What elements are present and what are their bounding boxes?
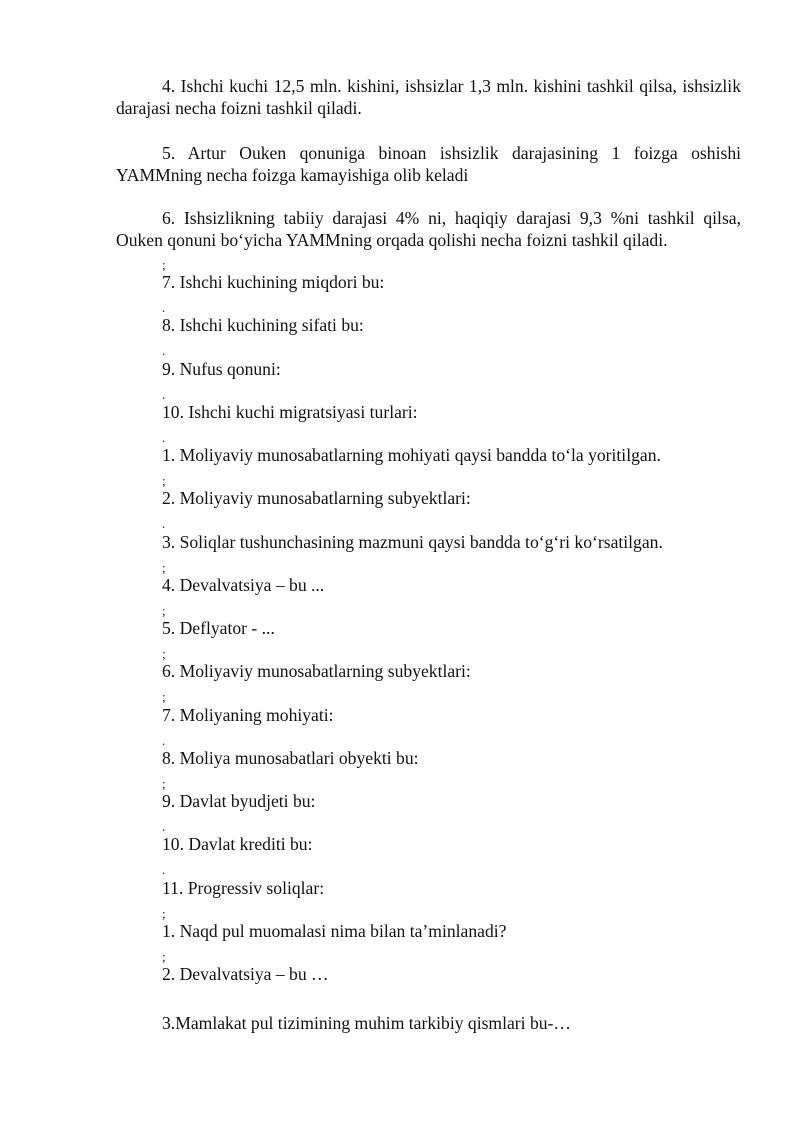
item-mark: . [162, 430, 166, 445]
list-item: 9. Davlat byudjeti bu: [162, 791, 316, 811]
list-item: 1. Naqd pul muomalasi nima bilan ta’minlanadi? [162, 921, 507, 941]
list-item: 1. Moliyaviy munosabatlarning mohiyati qaysi bandda to‘la yoritilgan. [162, 445, 661, 465]
item-mark: . [162, 516, 166, 531]
item-mark: . [162, 387, 166, 402]
item-mark: . [162, 733, 166, 748]
item-mark: ; [162, 603, 166, 618]
list-item: 4. Devalvatsiya – bu ... [162, 575, 325, 595]
item-mark: ; [162, 257, 166, 272]
item-mark: ; [162, 906, 166, 921]
list-item: 7. Ishchi kuchining miqdori bu: [162, 272, 385, 292]
list-item: 2. Moliyaviy munosabatlarning subyektlari: [162, 488, 471, 508]
list-item: 5. Deflyator - ... [162, 618, 275, 638]
list-item: 11. Progressiv soliqlar: [162, 878, 325, 898]
item-mark: ; [162, 560, 166, 575]
item-mark: . [162, 343, 166, 358]
question-paragraph-6: 6. Ishsizlikning tabiiy darajasi 4% ni, haqiqiy darajasi 9,3 %ni tashkil qilsa, Ouken qonuni bo‘yicha YAMMning orqada qolishi necha foizni tashkil qiladi. [116, 208, 741, 250]
item-mark: ; [162, 776, 166, 791]
list-item: 3. Soliqlar tushunchasining mazmuni qaysi bandda to‘g‘ri ko‘rsatilgan. [162, 532, 663, 552]
list-item: 3.Mamlakat pul tizimining muhim tarkibiy qismlari bu-… [162, 1013, 572, 1033]
item-mark: . [162, 819, 166, 834]
question-paragraph-5: 5. Artur Ouken qonuniga binoan ishsizlik darajasining 1 foizga oshishi YAMMning necha foizga kamayishiga olib keladi [116, 143, 741, 185]
list-item: 9. Nufus qonuni: [162, 359, 281, 379]
item-mark: ; [162, 689, 166, 704]
list-item: 6. Moliyaviy munosabatlarning subyektlari: [162, 661, 471, 681]
item-mark: . [162, 300, 166, 315]
list-item: 10. Davlat krediti bu: [162, 834, 313, 854]
list-item: 8. Ishchi kuchining sifati bu: [162, 315, 364, 335]
item-mark: ; [162, 473, 166, 488]
item-mark: . [162, 862, 166, 877]
question-paragraph-4: 4. Ishchi kuchi 12,5 mln. kishini, ishsizlar 1,3 mln. kishini tashkil qilsa, ishsizlik darajasi necha foizni tashkil qiladi. [116, 76, 741, 118]
list-item: 2. Devalvatsiya – bu … [162, 964, 329, 984]
list-item: 8. Moliya munosabatlari obyekti bu: [162, 748, 419, 768]
list-item: 10. Ishchi kuchi migratsiyasi turlari: [162, 402, 418, 422]
item-mark: ; [162, 646, 166, 661]
item-mark: ; [162, 949, 166, 964]
list-item: 7. Moliyaning mohiyati: [162, 705, 334, 725]
